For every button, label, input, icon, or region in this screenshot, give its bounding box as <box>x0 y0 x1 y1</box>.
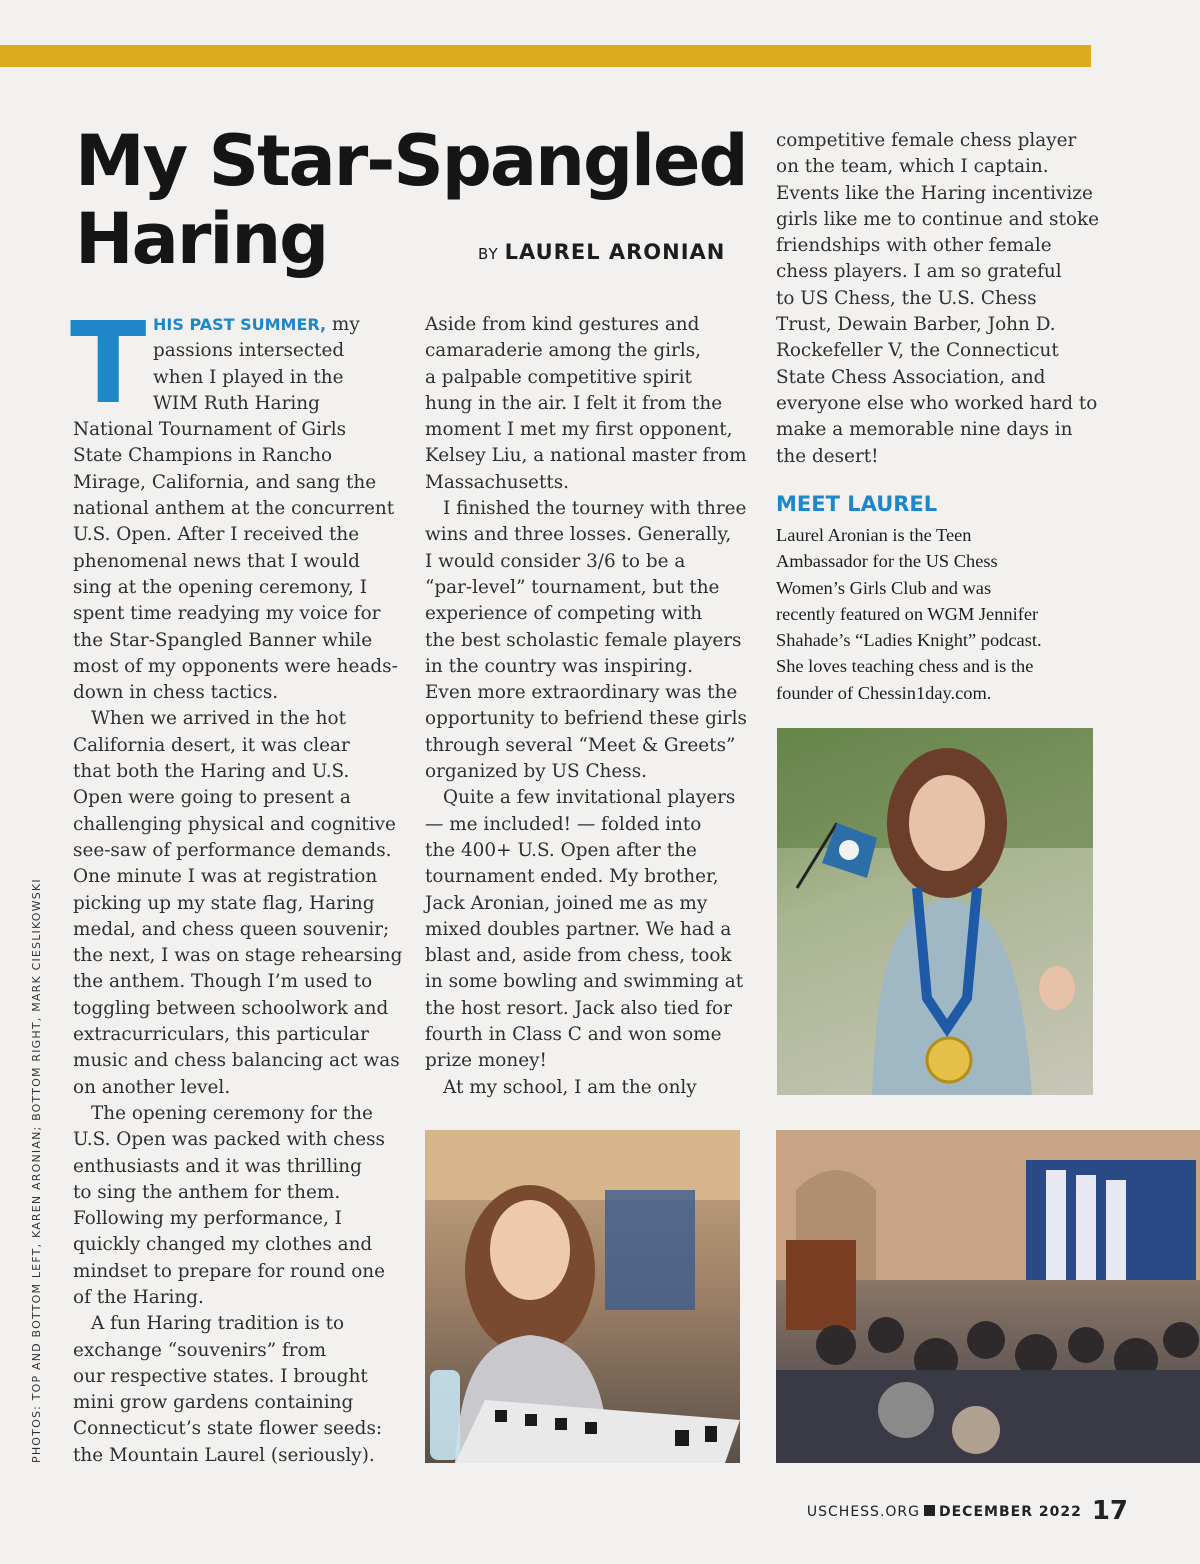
byline-author: LAUREL ARONIAN <box>504 240 726 264</box>
text-line: mixed doubles partner. We had a <box>425 918 732 940</box>
text-line: Aside from kind gestures and <box>425 314 700 335</box>
text-line: I finished the tourney with three <box>443 498 747 520</box>
text-line: WIM Ruth Haring <box>153 392 320 414</box>
text-line: national anthem at the concurrent <box>73 498 395 520</box>
bio-line: Ambassador for the US Chess <box>776 551 998 572</box>
footer-square-icon <box>924 1505 935 1516</box>
footer-date: DECEMBER 2022 <box>939 1504 1082 1520</box>
text-line: mindset to prepare for round one <box>73 1260 385 1282</box>
text-line: when I played in the <box>153 366 344 388</box>
text-line: I would consider 3/6 to be a <box>425 550 686 572</box>
text-line: At my school, I am the only <box>443 1076 697 1098</box>
text-line: the 400+ U.S. Open after the <box>425 839 697 861</box>
headline-line-2: Haring <box>75 198 328 280</box>
text-line: Massachusetts. <box>425 471 570 493</box>
text-line: Jack Aronian, joined me as my <box>425 892 708 914</box>
page-footer <box>807 1496 1128 1526</box>
text-line: Kelsey Liu, a national master from <box>425 445 747 467</box>
lead-line <box>73 312 393 338</box>
text-line: California desert, it was clear <box>73 734 350 756</box>
text-line: experience of competing with <box>425 603 703 625</box>
text-line: music and chess balancing act was <box>73 1050 400 1072</box>
text-line: Open were going to present a <box>73 787 351 809</box>
text-line: picking up my state flag, Haring <box>73 892 375 914</box>
text-line: Even more extraordinary was the <box>425 682 738 704</box>
text-line: our respective states. I brought <box>73 1365 368 1387</box>
text-line: opportunity to befriend these girls <box>425 708 747 730</box>
text-line: of the Haring. <box>73 1286 204 1308</box>
text-line: competitive female chess player <box>776 130 1077 151</box>
text-line: the host resort. Jack also tied for <box>425 997 732 1019</box>
text-line: everyone else who worked hard to <box>776 392 1098 414</box>
photo-laurel-at-chessboard <box>425 1130 740 1463</box>
text-line: — me included! — folded into <box>425 813 702 835</box>
text-line: hung in the air. I felt it from the <box>425 392 723 414</box>
text-line: tournament ended. My brother, <box>425 866 719 888</box>
text-line: Quite a few invitational players <box>443 787 736 809</box>
text-line: the desert! <box>776 445 879 467</box>
text-line: see-saw of performance demands. <box>73 839 392 861</box>
bio-line: Shahade’s “Ladies Knight” podcast. <box>776 630 1042 651</box>
text-line: moment I met my first opponent, <box>425 419 733 441</box>
text-line: State Champions in Rancho <box>73 445 333 467</box>
text-line: to sing the anthem for them. <box>73 1181 341 1203</box>
text-line: Rockefeller V, the Connecticut <box>776 340 1059 362</box>
drop-cap: T <box>70 299 147 429</box>
text-line: on the team, which I captain. <box>776 156 1049 178</box>
text-line: spent time readying my voice for <box>73 603 381 625</box>
author-bio <box>776 522 1096 706</box>
bio-line: recently featured on WGM Jennifer <box>776 603 1039 624</box>
text-line: toggling between schoolwork and <box>73 997 389 1019</box>
text-line: challenging physical and cognitive <box>73 813 396 835</box>
text-line: phenomenal news that I would <box>73 550 360 572</box>
text-line: National Tournament of Girls <box>73 419 347 441</box>
text-line: the anthem. Though I’m used to <box>73 971 373 993</box>
photo-laurel-with-flag-and-medal <box>777 728 1093 1095</box>
text-line: U.S. Open. After I received the <box>73 524 360 546</box>
text-line: my <box>326 314 360 335</box>
byline-by: BY <box>478 245 499 263</box>
text-line: most of my opponents were heads- <box>73 655 398 677</box>
text-line: down in chess tactics. <box>73 682 279 704</box>
byline <box>478 240 740 264</box>
text-line: the next, I was on stage rehearsing <box>73 945 403 967</box>
text-line: prize money! <box>425 1050 547 1072</box>
text-line: Mirage, California, and sang the <box>73 471 377 493</box>
text-line: extracurriculars, this particular <box>73 1024 369 1046</box>
text-line: chess players. I am so grateful <box>776 261 1062 283</box>
text-line: Trust, Dewain Barber, John D. <box>776 314 1056 336</box>
text-line: “par-level” tournament, but the <box>425 576 720 598</box>
text-line: that both the Haring and U.S. <box>73 761 350 783</box>
page-number: 17 <box>1091 1496 1128 1526</box>
text-line: wins and three losses. Generally, <box>425 524 732 546</box>
text-line: the Star-Spangled Banner while <box>73 629 373 651</box>
sidebar-heading: MEET LAUREL <box>776 492 938 516</box>
text-line: When we arrived in the hot <box>91 708 346 730</box>
lead-in: HIS PAST SUMMER, <box>153 315 327 334</box>
bio-line: Women’s Girls Club and was <box>776 577 992 598</box>
text-line: passions intersected <box>153 340 345 362</box>
text-line: A fun Haring tradition is to <box>91 1313 345 1335</box>
text-line: the Mountain Laurel (seriously). <box>73 1444 375 1466</box>
text-line: enthusiasts and it was thrilling <box>73 1155 362 1177</box>
text-line: organized by US Chess. <box>425 761 647 783</box>
text-line: The opening ceremony for the <box>91 1102 373 1124</box>
text-line: friendships with other female <box>776 235 1052 257</box>
text-line: blast and, aside from chess, took <box>425 945 732 967</box>
text-line: a palpable competitive spirit <box>425 366 692 388</box>
article-column-1 <box>73 312 403 1469</box>
text-line: in the country was inspiring. <box>425 655 693 677</box>
text-line: to US Chess, the U.S. Chess <box>776 287 1037 309</box>
text-line: in some bowling and swimming at <box>425 971 744 993</box>
bio-line: She loves teaching chess and is the <box>776 656 1034 677</box>
headline-line-1: My Star-Spangled <box>75 120 747 202</box>
text-line: Connecticut’s state flower seeds: <box>73 1418 383 1440</box>
text-line: sing at the opening ceremony, I <box>73 576 367 598</box>
text-line: quickly changed my clothes and <box>73 1234 373 1256</box>
text-line: girls like me to continue and stoke <box>776 208 1099 230</box>
photo-credit: PHOTOS: TOP AND BOTTOM LEFT, KAREN ARONIAN; BOTTOM RIGHT, MARK CIESLIKOWSKI <box>30 878 43 1463</box>
text-line: on another level. <box>73 1076 231 1098</box>
text-line: Following my performance, I <box>73 1208 342 1230</box>
bio-line: Laurel Aronian is the Teen <box>776 525 972 545</box>
text-line: State Chess Association, and <box>776 366 1046 388</box>
photo-opening-ceremony-crowd <box>776 1130 1200 1463</box>
article-column-2 <box>425 312 745 1101</box>
text-line: fourth in Class C and won some <box>425 1024 722 1046</box>
text-line: make a memorable nine days in <box>776 419 1073 441</box>
text-line: medal, and chess queen souvenir; <box>73 918 390 940</box>
article-column-3 <box>776 128 1099 470</box>
text-line: U.S. Open was packed with chess <box>73 1129 385 1151</box>
text-line: the best scholastic female players <box>425 629 742 651</box>
text-line: One minute I was at registration <box>73 866 378 888</box>
photo-illustration <box>425 1130 740 1463</box>
text-line: mini grow gardens containing <box>73 1392 354 1414</box>
bio-line: founder of Chessin1day.com. <box>776 682 992 703</box>
text-line: through several “Meet & Greets” <box>425 734 736 756</box>
photo-illustration <box>777 728 1093 1095</box>
photo-illustration <box>776 1130 1200 1463</box>
footer-site: USCHESS.ORG <box>806 1504 920 1520</box>
text-line: Events like the Haring incentivize <box>776 182 1093 204</box>
text-line: exchange “souvenirs” from <box>73 1339 327 1361</box>
text-line: camaraderie among the girls, <box>425 340 701 362</box>
top-rule <box>0 45 1091 67</box>
